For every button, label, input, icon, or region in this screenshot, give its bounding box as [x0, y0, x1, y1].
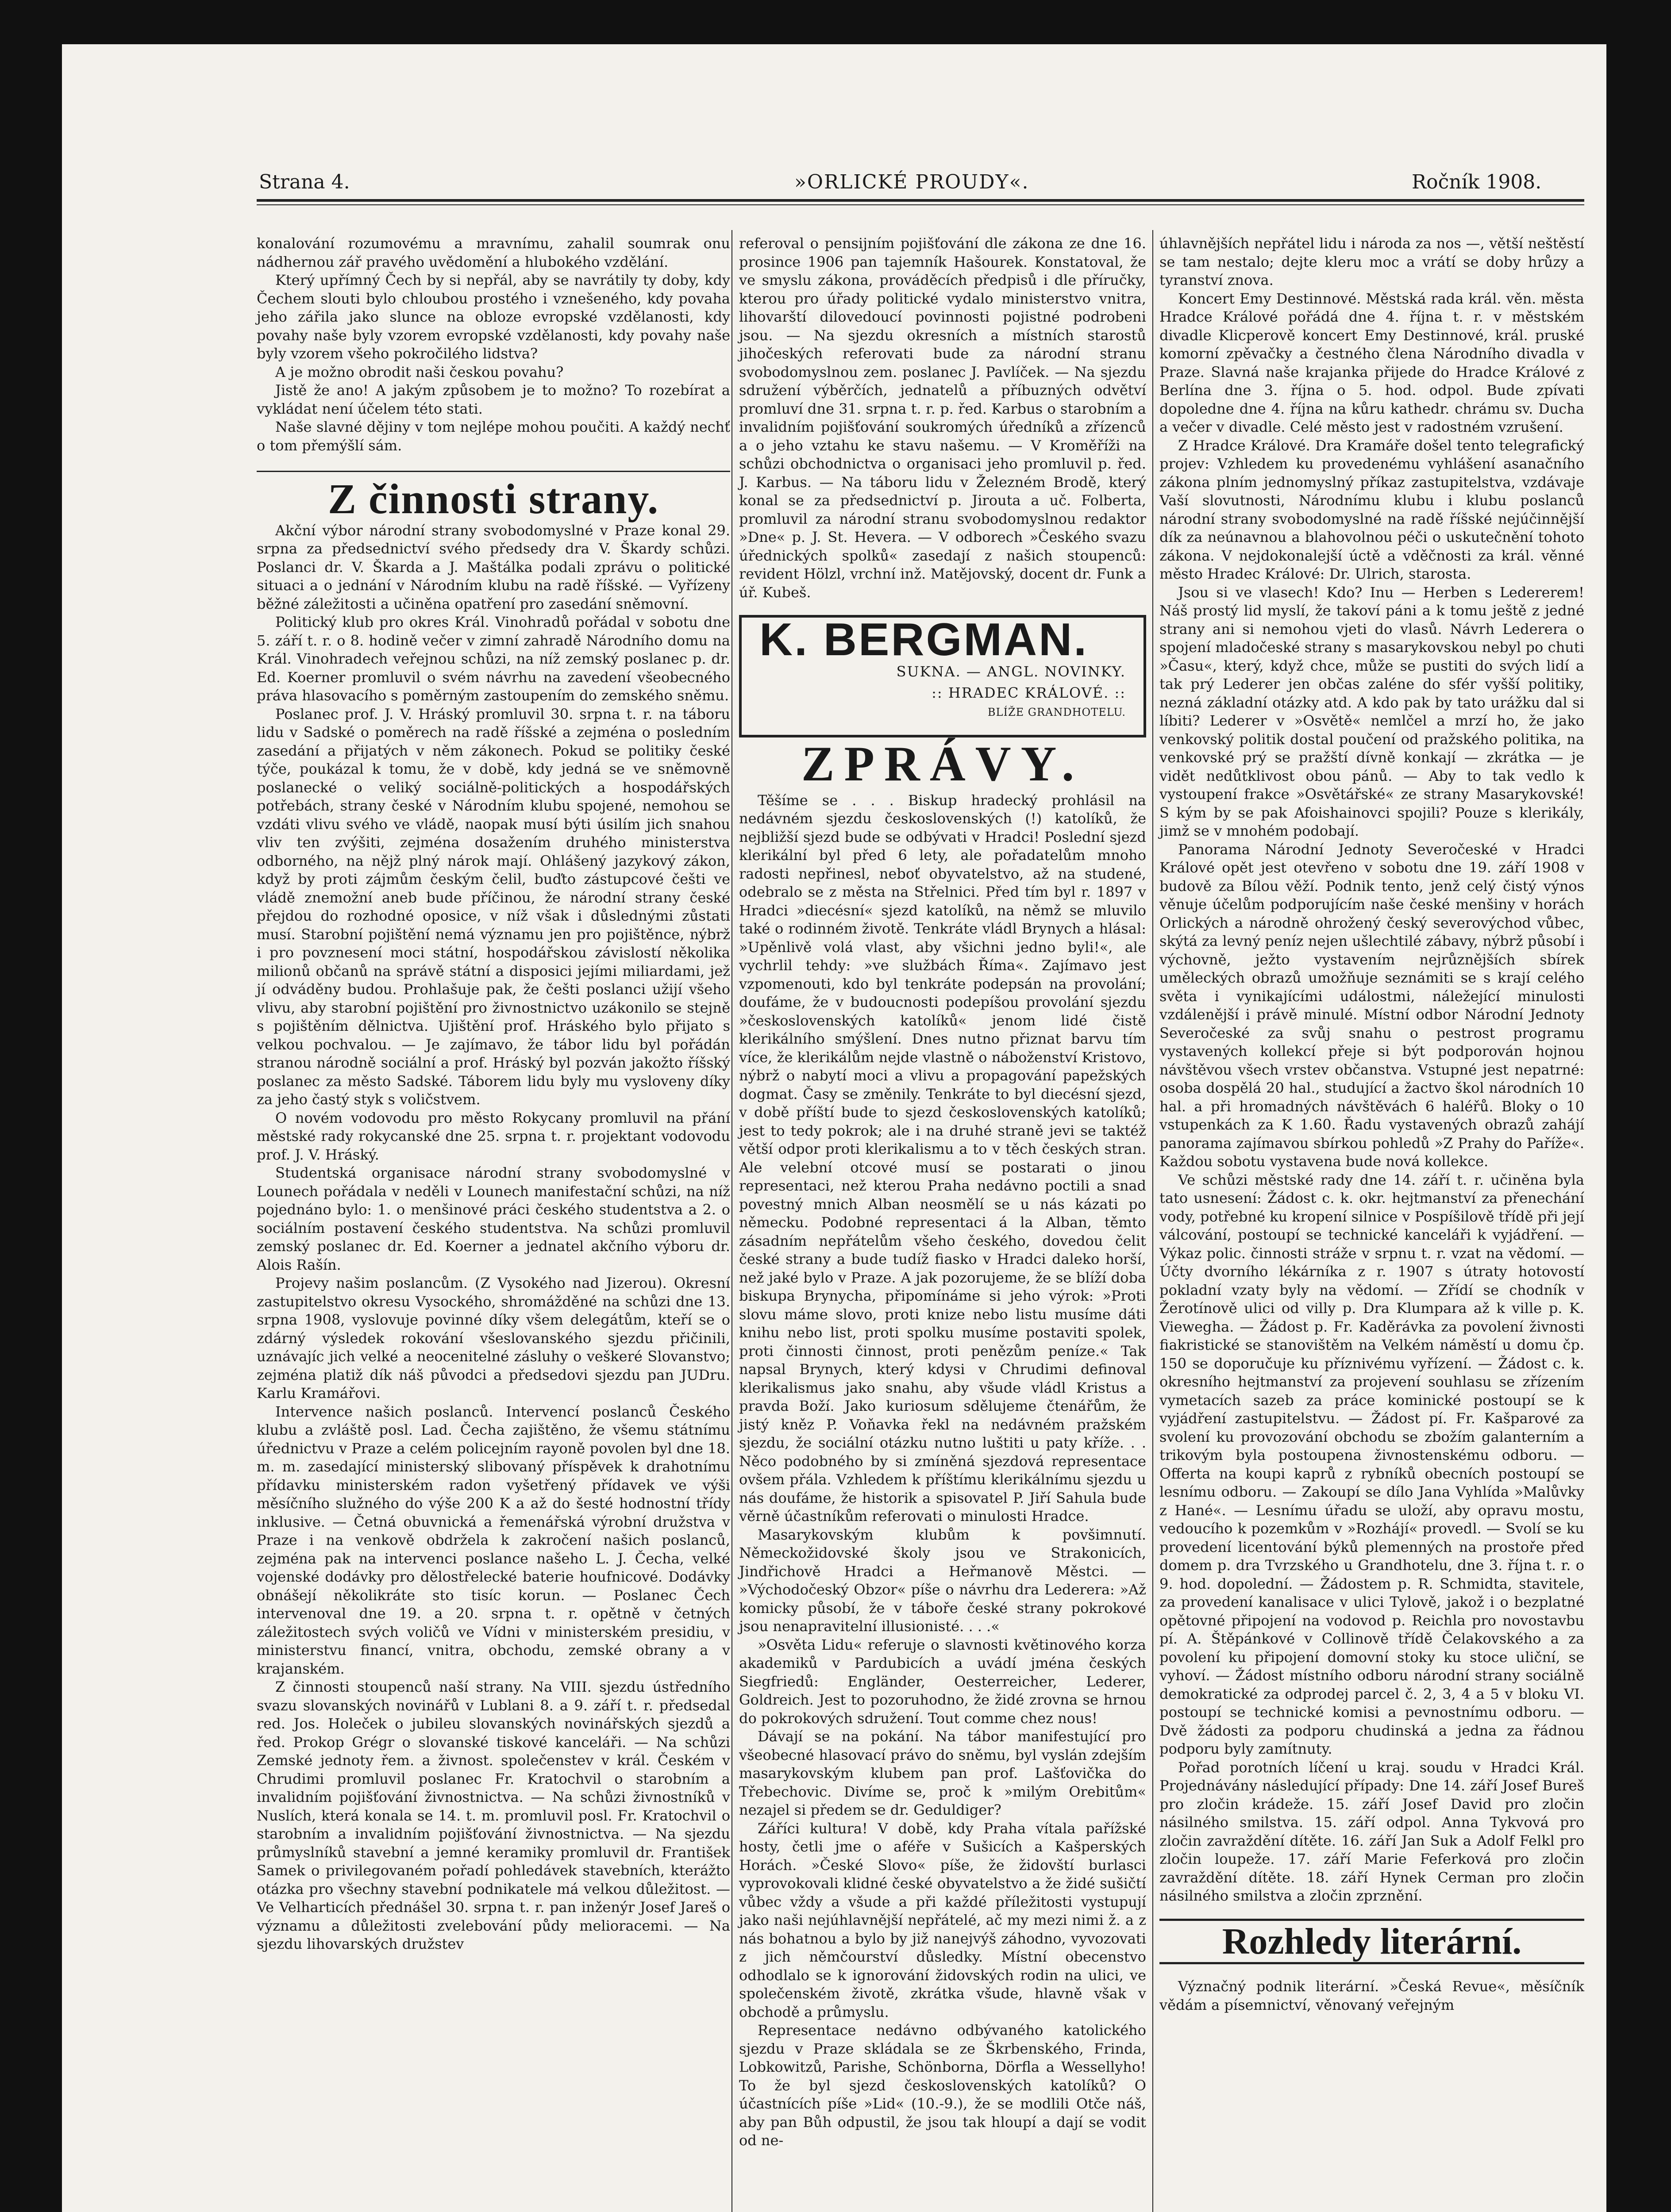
- paragraph: Poslanec prof. J. V. Hráský promluvil 30. srpna t. r. na táboru lidu v Sadské o poměrech na radě říšské a zejména o posledním zasedání a přijatých v něm zákonech. Pokud se politiky české týče, poukázal k tomu, že v době, kdy jedná se ve sněmovně poslanecké o veliký sociálně-politických a hospodářských potřebách, strany české v Národním klubu spojené, nemohou se vzdáti vlivu svého ve vládě, naopak musí býti úsilím jich snahou vliv ten zvýšiti, zejména dosažením druhého ministerstva odborného, na nějž plný nárok mají. Ohlášený jazykový zákon, když by proti zájmům českým čelil, buďto zástupcové češti ve vládě znemožní aneb bude příčinou, že národní strany české přejdou do rozhodné oposice, v níž však i důslednými zůstati musí. Starobní pojištění nemá významu jen pro pojištěnce, nýbrž i pro povznesení moci státní, hospodářskou závislostí několika milionů občanů na správě státní a disposici jejími miliardami, jež jí odváděny budou. Prohlašuje pak, že češti poslanci užijí všeho vlivu, aby starobní pojištění pro živnostnictvo uzákonilo se stejně s pojištěním dělnictva. Ujištění prof. Hráského bylo přijato s velkou pochvalou. — Je zajímavo, že tábor lidu byl pořádán stranou národně sociální a prof. Hráský byl pozván jakožto říšský poslanec za město Sadské. Táborem lidu byly mu vysloveny díky za jeho častý styk s voličstvem.: [257, 705, 730, 1108]
- paragraph: Význačný podnik literární. »Česká Revue«, měsíčník vědám a písemnictví, věnovaný veřejným: [1159, 1978, 1584, 2013]
- ad-line: BLÍŽE GRANDHOTELU.: [987, 706, 1126, 718]
- paragraph: O novém vodovodu pro město Rokycany promluvil na přání městské rady rokycanské dne 25. srpna t. r. projektant vodovodu prof. J. V. Hráský.: [257, 1109, 730, 1163]
- paragraph: Dávají se na pokání. Na tábor manifestující pro všeobecné hlasovací právo do sněmu, byl vyslán zdejším masarykovským klubem pan prof. Lašťovička do Třebechovic. Divíme se, proč k »milým Orebitům« nezajel si předem se dr. Geduldiger?: [739, 1728, 1146, 1818]
- paragraph: Těšíme se . . . Biskup hradecký prohlásil na nedávném sjezdu československých (!) katolíků, že nejbližší sjezd bude se odbývati v Hradci! Poslední sjezd klerikální byl před 6 lety, ale pořadatelům mnoho radosti nepřinesl, neboť obyvatelstvo, až na studené, odebralo se z města na Střelnici. Před tím byl r. 1897 v Hradci »diecésní« sjezd katolíků, na němž se mluvilo také o rodinném životě. Tenkráte vládl Brynych a hlásal: »Upěnlivě volá vlast, aby všichni jedno byli!«, ale vychrlil tehdy: »ve službách Říma«. Zajímavo jest vzpomenouti, kdo byl tenkráte podepsán na provolání; doufáme, že v budoucnosti podepíšou provolání sjezdu »československých katolíků« jenom lidé čistě klerikálního smýšlení. Dnes nutno přiznat barvu tím více, že klerikálům nejde vlastně o náboženství Kristovo, nýbrž o nabytí moci a vlivu a propagování papežských dogmat. Časy se změnily. Tenkráte to byl diecésní sjezd, v době příští bude to sjezd československých katolíků; jest to tedy pokrok; ale i na druhé straně jevi se taktéž větší odpor proti klerikalismu a to v těch českých stran. Ale velební otcové musí se postarati o jinou representaci, než kterou Praha nedávno poctili a snad povestný mnich Alban neosmělí se u nás kázati po německu. Podobné representaci á la Alban, těmto zásadním nepřátelům všeho českého, dovedou čelit české strany a bude tudíž fiasko v Hradci daleko horší, než jaké bylo v Praze. A jak pozorujeme, že se blíží doba biskupa Brynycha, připomínáme si jeho výrok: »Proti slovu máme slovo, proti knize nebo listu musíme dáti knihu nebo list, proti spolku musíme postaviti spolek, proti činnosti činnost, proti penězům peníze.« Tak napsal Brynych, který kdysi v Chrudimi definoval klerikalismus jako snahu, aby všude vládl Kristus a pravda Boží. Jako kuriosum sdělujeme čtenářům, že jistý kněz P. Voňavka řekl na nedávném pražském sjezdu, že sociální otázku nutno luštiti u paty kříže. . . Něco podobného by si zmíněná sjezdová representace ovšem přála. Vzhledem k příštímu klerikálnímu sjezdu u nás doufáme, že historik a spisovatel P. Jiří Sahula bude věrně účastníkům referovati o minulosti Hradce.: [739, 791, 1146, 1525]
- page-number: Strana 4.: [259, 171, 350, 193]
- section-title: ZPRÁVY.: [801, 737, 1084, 791]
- paragraph: Ve schůzi městské rady dne 14. září t. r. učiněna byla tato usnesení: Žádost c. k. okr. hejtmanství za přenechání vody, potřebné ku kropení silnice v Pospíšilově třídě při její válcování, postoupí se technické kanceláři k vyjádření. — Výkaz polic. činnosti stráže v srpnu t. r. vzat na vědomí. — Účty dvorního lékárníka z r. 1907 s útraty hotovostí pokladní vzaty byly na vědomí. — Zřídí se chodník v Žerotínově ulici od villy p. Dra Klumpara až k ville p. K. Viewegha. — Žádost p. Fr. Kaděrávka za povolení živnosti fiakristické se stanovištěm na Velkém náměstí u domu čp. 150 se doporučuje ku příznivému vyřízení. — Žádost c. k. okresního hejtmanství za projevení souhlasu se zřízením vymetacích sazeb za práce kominické postoupí se k vyjádření zastupitelstvu. — Žádost pí. Fr. Kašparové za svolení ku provozování obchodu se zbožím galanterním a trikovým byla postoupena živnostenskému odboru. — Offerta na koupi kaprů z rybníků obecních postoupí se lesnímu odboru. — Zakoupí se dílo Jana Vyhlída »Malůvky z Hané«. — Lesnímu úřadu se uloží, aby opravu mostu, vedoucího k pozemkům v »Rozhájí« provedl. — Svolí se ku provedení licentování býků plemenných na prostoře před domem p. dra Tvrzského u Grandhotelu, dne 3. října t. r. o 9. hod. dopolední. — Žádostem p. R. Schmidta, stavitele, za provedení kanalisace v ulici Tylově, jakož i o bezplatné opětovné připojení na vodovod p. Reichla pro novostavbu pí. A. Štěpánkové v Collinově třídě Čelakovského a za povolení ku připojení domovní stoky ku stoce uliční, se vyhoví. — Žádost místního odboru národní strany sociálně demokratické za odprodej parcel č. 2, 3, 4 a 5 v bloku VI. postoupí se technické komisi a pevnostnímu odboru. — Dvě žádosti za podporu chudinská a jedna za řádnou podporu byly zamítnuty.: [1159, 1171, 1584, 1757]
- paragraph: Jsou si ve vlasech! Kdo? Inu — Herben s Ledererem! Náš prostý lid myslí, že takoví páni a k tomu ještě z jedné strany ani si nemohou vjeti do vlasů. Návrh Lederera o spojení mladočeské strany s masarykovskou nebyl po chuti »Času«, který, když chce, může se pustiti do svých lidí a tak prý Lederer jen občas zaléne do sfér vyšší politiky, nezná základní otázky atd. A kdo pak by tato urážku dal si líbiti? Lederer v »Osvětě« nemlčel a mrzí ho, že jako venkovský politik dostal poučení od pražského politika, na venkovské prý se pražští dívně konkají — zkrátka — je vidět nedůtklivost obou pánů. — Aby to tak vedlo k vystoupení frakce »Osvětářské« ze strany Masarykovské! S kým by se pak Afoishainovci spojili? Pouze s klerikály, jimž se v mnohém podobají.: [1159, 584, 1584, 839]
- paragraph: Politický klub pro okres Král. Vinohradů pořádal v sobotu dne 5. září t. r. o 8. hodině večer v zimní zahradě Národního domu na Král. Vinohradech veřejnou schůzi, na níž zemský poslanec p. dr. Ed. Koerner promluvil o svém návrhu na zavedení všeobecného práva hlasovacího s poměrným zastoupením do zemského sněmu.: [257, 614, 730, 704]
- section-rule: [257, 471, 730, 472]
- paragraph: Panorama Národní Jednoty Severočeské v Hradci Králové opět jest otevřeno v sobotu dne 19. září 1908 v budově za Bílou věží. Podnik tento, jenž celý čistý výnos věnuje účelům podporujícím naše české menšiny v horách Orlických a národně ohrožený český severovýchod vůbec, skýtá za levný peníz nejen ušlechtilé zábavy, nýbrž působí i výchovně, ježto vystavením nejrůznějších sbírek uměleckých obrazů umožňuje seznámiti se s krají celého světa i vynikajícími událostmi, náležející minulosti vzdálenější i právě minulé. Místní odbor Národní Jednoty Severočeské za svůj snahu o pestrost programu vystavených kollekcí přeje si být podporován hojnou návštěvou všech vrstev občanstva. Vstupné jest nepatrné: osoba dospělá 20 hal., studující a žactvo škol národních 10 hal. a při hromadných návštěvách 6 haléřů. Bloky o 10 vstupenkách za K 1.60. Řadu vystavených obrazů zahájí panorama zajímavou sbírkou pohledů »Z Prahy do Paříže«. Každou sobotu vystavena bude nová kollekce.: [1159, 841, 1584, 1170]
- advertisement-box: [739, 615, 1146, 737]
- column-3: [1159, 234, 1584, 2014]
- paragraph: Který upřímný Čech by si nepřál, aby se navrátily ty doby, kdy Čechem slouti bylo chloubou prostého i vznešeného, kdy povaha jeho zářila jako slunce na obloze evropské vzdělanosti, kdy povahy naše byly vzorem evropské vzdělanosti, kdy povahy naše byly vzorem všeho pokročilého lidstva?: [257, 272, 730, 362]
- paragraph: Naše slavné dějiny v tom nejlépe mohou poučiti. A každý nechť o tom přemýšlí sám.: [257, 419, 730, 454]
- section-title: Z činnosti strany.: [327, 475, 659, 522]
- paragraph: Pořad porotních líčení u kraj. soudu v Hradci Král. Projednávány následující případy: Dne 14. září Josef Bureš pro zločin krádeže. 15. září Josef David pro zločin násilného smilstva. 15. září odpol. Anna Tykvová pro zločin zavraždění dítěte. 16. září Jan Suk a Adolf Felkl pro zločin loupeže. 17. září Marie Feferková pro zločin zavraždění dítěte. 18. září Hynek Cerman pro zločin násilného smilstva a zločin zprznění.: [1159, 1759, 1584, 1904]
- paragraph: Akční výbor národní strany svobodomyslné v Praze konal 29. srpna za předsednictví svého předsedy dra V. Škardy schůzi. Poslanci dr. V. Škarda a J. Maštálka podali zprávu o politické situaci a o jednání v Národním klubu na radě říšské. — Vyřízeny běžné záležitosti a učiněna opatření pro zasedání sněmovní.: [257, 522, 730, 612]
- column-divider: [1152, 230, 1153, 2212]
- paragraph: Studentská organisace národní strany svobodomyslné v Lounech pořádala v neděli v Lounech manifestační schůzi, na níž pojednáno bylo: 1. o menšinové práci českého studentstva a 2. o sociálním postavení českého studentstva. Na schůzi promluvil zemský poslanec dr. Ed. Koerner a jednatel akčního výboru dr. Alois Rašín.: [257, 1164, 730, 1273]
- paragraph: Representace nedávno odbývaného katolického sjezdu v Praze skládala se ze Škrbenského, Frinda, Lobkowitzů, Parishe, Schönborna, Dörfla a Wessellyho! To že byl sjezd československých katolíků? O účastnících píše »Lid« (10.-9.), že se modlili Otče náš, aby pan Bůh odpustil, že jsou tak hloupí a dají se vodit od ne-: [739, 2022, 1146, 2149]
- paragraph: Z Hradce Králové. Dra Kramáře došel tento telegrafický projev: Vzhledem ku provedenému vyhlášení asanačního zákona plním jednomyslný příkaz zastupitelstva, vzdávaje Vaší slovutnosti, Národnímu klubu i klubu poslanců národní strany svobodomyslné na radě říšské nejúčinnější dík za neúnavnou a blahovolnou péči o uskutečnění tohoto zákona. V nejdokonalejší úctě a vděčnosti za král. věnné město Hradec Králové: Dr. Ulrich, starosta.: [1159, 437, 1584, 582]
- newspaper-page: [62, 44, 1606, 2212]
- paragraph: konalování rozumovému a mravnímu, zahalil soumrak onu nádhernou zář pravého uvědomění a hlubokého vzdělání.: [257, 235, 730, 270]
- advertiser-name: K. BERGMAN.: [759, 614, 1089, 665]
- ad-line: SUKNA. — ANGL. NOVINKY.: [896, 663, 1126, 680]
- paragraph: Z činnosti stoupenců naší strany. Na VIII. sjezdu ústředního svazu slovanských novinářů v Lublani 8. a 9. září t. r. předsedal red. Jos. Holeček o jubileu slovanských novinářských sjezdů a řed. Prokop Grégr o slovanské tiskové kanceláři. — Na schůzi Zemské jednoty řem. a živnost. společenstev v král. Českém v Chrudimi promluvil poslanec Fr. Kratochvil o starobním a invalidním pojišťování živnostnictva. — Na schůzi živnostníků v Nuslích, která konala se 14. t. m. promluvil posl. Fr. Kratochvil o starobním a invalidním pojišťování živnostnictva. — Na sjezdu průmyslníků stavební a jemné keramiky promluvil dr. František Samek o privilegovaném pořadí pohledávek stavebních, kterážto otázka pro všechny stavební podnikatele má velkou důležitost. — Ve Velharticích přednášel 30. srpna t. r. pan inženýr Josef Jareš o významu a důležitosti zvelebování půdy melioracemi. — Na sjezdu lihovarských družstev: [257, 1678, 730, 1952]
- paragraph: referoval o pensijním pojišťování dle zákona ze dne 16. prosince 1906 pan tajemník Hašourek. Konstatoval, že ve smyslu zákona, prováděcích předpisů i dle příručky, kterou pro úřady politické vydalo ministerstvo vnitra, lihovarští dilovedoucí povinnosti pojistné podrobeni jsou. — Na sjezdu okresních a místních starostů jihočeských referovati bude za národní stranu svobodomyslnou zem. poslanec J. Pavlíček. — Na sjezdu sdružení výběrčích, jednatelů a příbuzných odvětví promluví dne 31. srpna t. r. p. řed. Karbus o starobním a invalidním pojišťování soukromých úředníků a zřízenců a o jeho vztahu ke stavu našemu. — V Kroměříži na schůzi obchodnictva o organisaci jeho promluvil p. řed. J. Karbus. — Na táboru lidu v Železném Brodě, který konal se za předsednictví p. Jirouta a uč. Folberta, promluvil za národní stranu svobodomyslnou redaktor »Dne« p. J. St. Hevera. — V odborech »Českého svazu úřednických spolků« zasedají z našich stoupenců: revident Hölzl, vrchní inž. Matějovský, docent dr. Funk a úř. Kubeš.: [739, 235, 1146, 601]
- paragraph: úhlavnějších nepřátel lidu i národa za nos —, větší neštěstí se tam nestalo; dejte kleru moc a vrátí se doby hrůzy a tyranství znova.: [1159, 235, 1584, 288]
- paragraph: Koncert Emy Destinnové. Městská rada král. věn. města Hradce Králové pořádá dne 4. října t. r. v městském divadle Klicperově koncert Emy Destinnové, král. pruské komorní zpěvačky a čestného člena Národního divadla v Praze. Slavná naše krajanka přijede do Hradce Králové z Berlína dne 3. října o 5. hod. odpol. Bude zpívati dopoledne dne 4. října na kůru kathedr. chrámu sv. Ducha a večer v divadle. Celé město jest v radostném vzrušení.: [1159, 290, 1584, 435]
- paragraph: A je možno obrodit naši českou povahu?: [275, 363, 564, 380]
- paragraph: Projevy našim poslancům. (Z Vysokého nad Jizerou). Okresní zastupitelstvo okresu Vysockého, shromážděné na schůzi dne 13. srpna 1908, vyslovuje povinné díky všem delegátům, kteří se o zdárný výsledek rokování všeslovanského sjezdu přičinili, uznávajíc jich velké a neocenitelné zásluhy o veškeré Slovanstvo; zejména platiž dík náš původci a předsedovi sjezdu pan JUDru. Karlu Kramářovi.: [257, 1275, 730, 1402]
- paragraph: Intervence našich poslanců. Intervencí poslanců Českého klubu a zvláště posl. Lad. Čecha zajištěno, že všemu státnímu úřednictvu v Praze a celém policejním rayoně povolen byl dne 18. m. m. zasedající ministerský slibovaný příspěvek k drahotnímu přídavku ministerském radon vyšetřený přídavek ve výši měsíčního služného do výše 200 K a až do šesté hodnostní třídy inklusive. — Četná obuvnická a řemenářská výrobní družstva v Praze i na venkově obdržela k zakročení našich poslanců, zejména pak na intervenci poslance našeho L. J. Čecha, velké vojenské dodávky pro dělostřelecké baterie houfnicové. Dodávky obnášejí několikráte sto tisíc korun. — Poslanec Čech intervenoval dne 19. a 20. srpna t. r. opětně v četných záležitostech svých voličů ve Vídni v ministerském presidiu, v ministerstvu financí, vnitra, obchodu, zemské obrany a v krajanském.: [257, 1403, 730, 1677]
- paragraph: Záříci kultura! V době, kdy Praha vítala pařížské hosty, četli jme o aféře v Sušicích a Kašperských Horách. »České Slovo« píše, že židovští burlasci vyprovokovali klidné české obyvatelstvo a že židé sušičtí vůbec vždy a všude a při každé příležitosti vystupují jako naši nejúhlavnější nepřátelé, ač my mezi nimi ž. a z nás bohatnou a bylo by již nanejvýš záhodno, vyvozovati z jich němčourství důsledky. Místní obecenstvo odhodlalo se k ignorování židovských rodin na ulici, ve společenském životě, zkrátka všude, hlavně však v obchodě a průmyslu.: [739, 1820, 1146, 2020]
- header-rule: [257, 199, 1584, 202]
- paragraph: Masarykovským klubům k povšimnutí. Německožidovské školy jsou ve Strakonicích, Jindřichově Hradci a Heřmanově Městci. — »Východočeský Obzor« píše o návrhu dra Lederera: »Až komicky působí, že v táboře české strany pokrokové jsou nenapravitelní illusionisté. . . .«: [739, 1526, 1146, 1635]
- paragraph: Jistě že ano! A jakým způsobem je to možno? To rozebírat a vykládat není účelem této stati.: [257, 382, 730, 417]
- column-1: [257, 234, 730, 1954]
- header-rule-thin: [257, 204, 1584, 205]
- column-2: [739, 234, 1146, 2150]
- newspaper-title: »ORLICKÉ PROUDY«.: [794, 171, 1029, 193]
- ad-line: :: HRADEC KRÁLOVÉ. ::: [932, 684, 1126, 701]
- paragraph: »Osvěta Lidu« referuje o slavnosti květinového korza akademiků v Pardubicích a uvádí jména českých Siegfriedů: Engländer, Oesterreicher, Lederer, Goldreich. Jest to pozoruhodno, že židé zrovna se hrnou do pokrokových sdružení. Tout comme chez nous!: [739, 1636, 1146, 1727]
- section-title: Rozhledy literární.: [1159, 1919, 1584, 1965]
- volume-label: Ročník 1908.: [1412, 171, 1542, 193]
